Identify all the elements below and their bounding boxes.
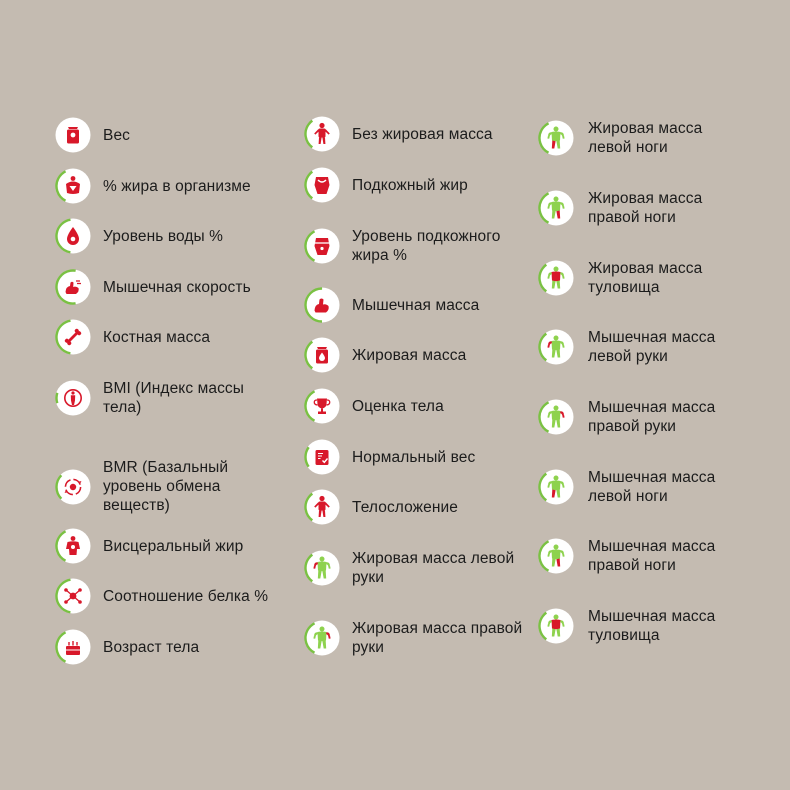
- metric-label: Жировая масса левой руки: [352, 550, 515, 586]
- metric-label: Жировая масса: [352, 346, 467, 364]
- metric-label: Мышечная масса правой ноги: [588, 538, 716, 574]
- metric-label: Костная масса: [103, 328, 211, 346]
- muscle-right-leg-icon: [538, 538, 574, 574]
- metric-item: [55, 458, 285, 515]
- metric-item: [55, 117, 130, 153]
- metric-item: [304, 167, 468, 203]
- metric-item: [304, 388, 444, 424]
- metric-label: Уровень воды %: [103, 227, 224, 245]
- metric-item: [55, 269, 251, 305]
- metric-item: [538, 607, 748, 645]
- body-right-arm-icon: [304, 620, 340, 656]
- metric-item: [304, 619, 529, 657]
- normal-weight-icon: [304, 439, 340, 475]
- metric-item: [538, 259, 748, 297]
- metric-label: Мышечная скорость: [103, 278, 251, 296]
- metric-item: [538, 537, 748, 575]
- metric-item: [304, 489, 458, 525]
- visceral-fat-icon: [55, 528, 91, 564]
- fat-mass-icon: [304, 337, 340, 373]
- body-trunk-icon: [538, 260, 574, 296]
- metric-item: [55, 528, 243, 564]
- metric-item: [55, 218, 223, 254]
- metric-item: [55, 319, 210, 355]
- metric-label: Подкожный жир: [352, 176, 468, 194]
- metric-item: [304, 549, 529, 587]
- subcutaneous-fat-level-icon: [304, 228, 340, 264]
- metric-item: [304, 116, 493, 152]
- metric-label: Жировая масса правой ноги: [588, 190, 703, 226]
- muscle-right-arm-icon: [538, 399, 574, 435]
- metric-label: Вес: [103, 126, 131, 144]
- metric-label: Мышечная масса туловища: [588, 608, 716, 644]
- metric-item: [538, 398, 748, 436]
- metric-label: Без жировая масса: [352, 125, 493, 143]
- metric-item: [538, 189, 748, 227]
- muscle-left-leg-icon: [538, 469, 574, 505]
- subcutaneous-fat-icon: [304, 167, 340, 203]
- body-left-leg-icon: [538, 120, 574, 156]
- metric-item: [304, 439, 475, 475]
- water-drop-icon: [55, 218, 91, 254]
- metric-label: Телосложение: [352, 498, 458, 516]
- bmi-icon: [55, 380, 91, 416]
- metric-label: Мышечная масса левой руки: [588, 329, 716, 365]
- metric-item: [55, 168, 251, 204]
- metric-item: [55, 578, 268, 614]
- body-fat-icon: [55, 168, 91, 204]
- metric-label: % жира в организме: [103, 177, 251, 195]
- metric-label: Оценка тела: [352, 397, 444, 415]
- muscle-speed-icon: [55, 269, 91, 305]
- metric-item: [304, 337, 466, 373]
- metric-label: Соотношение белка %: [103, 587, 269, 605]
- metric-item: [304, 227, 529, 265]
- metric-label: Жировая масса туловища: [588, 260, 703, 296]
- lean-mass-icon: [304, 116, 340, 152]
- muscle-trunk-icon: [538, 608, 574, 644]
- body-left-arm-icon: [304, 550, 340, 586]
- metric-label: Мышечная масса левой ноги: [588, 469, 716, 505]
- body-age-icon: [55, 629, 91, 665]
- muscle-left-arm-icon: [538, 329, 574, 365]
- physique-icon: [304, 489, 340, 525]
- metric-item: [538, 119, 748, 157]
- bone-icon: [55, 319, 91, 355]
- metric-label: Мышечная масса правой руки: [588, 399, 716, 435]
- metric-item: [55, 629, 199, 665]
- trophy-icon: [304, 388, 340, 424]
- bmr-icon: [55, 469, 91, 505]
- metric-label: Мышечная масса: [352, 296, 480, 314]
- metric-item: [304, 287, 479, 323]
- metric-label: Уровень подкожного жира %: [352, 228, 501, 264]
- metric-item: [538, 328, 748, 366]
- metric-label: BMR (Базальный уровень обмена веществ): [103, 459, 229, 514]
- metric-label: Жировая масса правой руки: [352, 620, 523, 656]
- metric-label: Возраст тела: [103, 638, 200, 656]
- muscle-mass-icon: [304, 287, 340, 323]
- body-right-leg-icon: [538, 190, 574, 226]
- metric-label: Висцеральный жир: [103, 537, 244, 555]
- metric-label: Жировая масса левой ноги: [588, 120, 703, 156]
- metric-label: BMI (Индекс массы тела): [103, 380, 245, 416]
- metric-label: Нормальный вес: [352, 448, 476, 466]
- weight-icon: [55, 117, 91, 153]
- metric-item: [55, 379, 285, 417]
- protein-icon: [55, 578, 91, 614]
- metric-item: [538, 468, 748, 506]
